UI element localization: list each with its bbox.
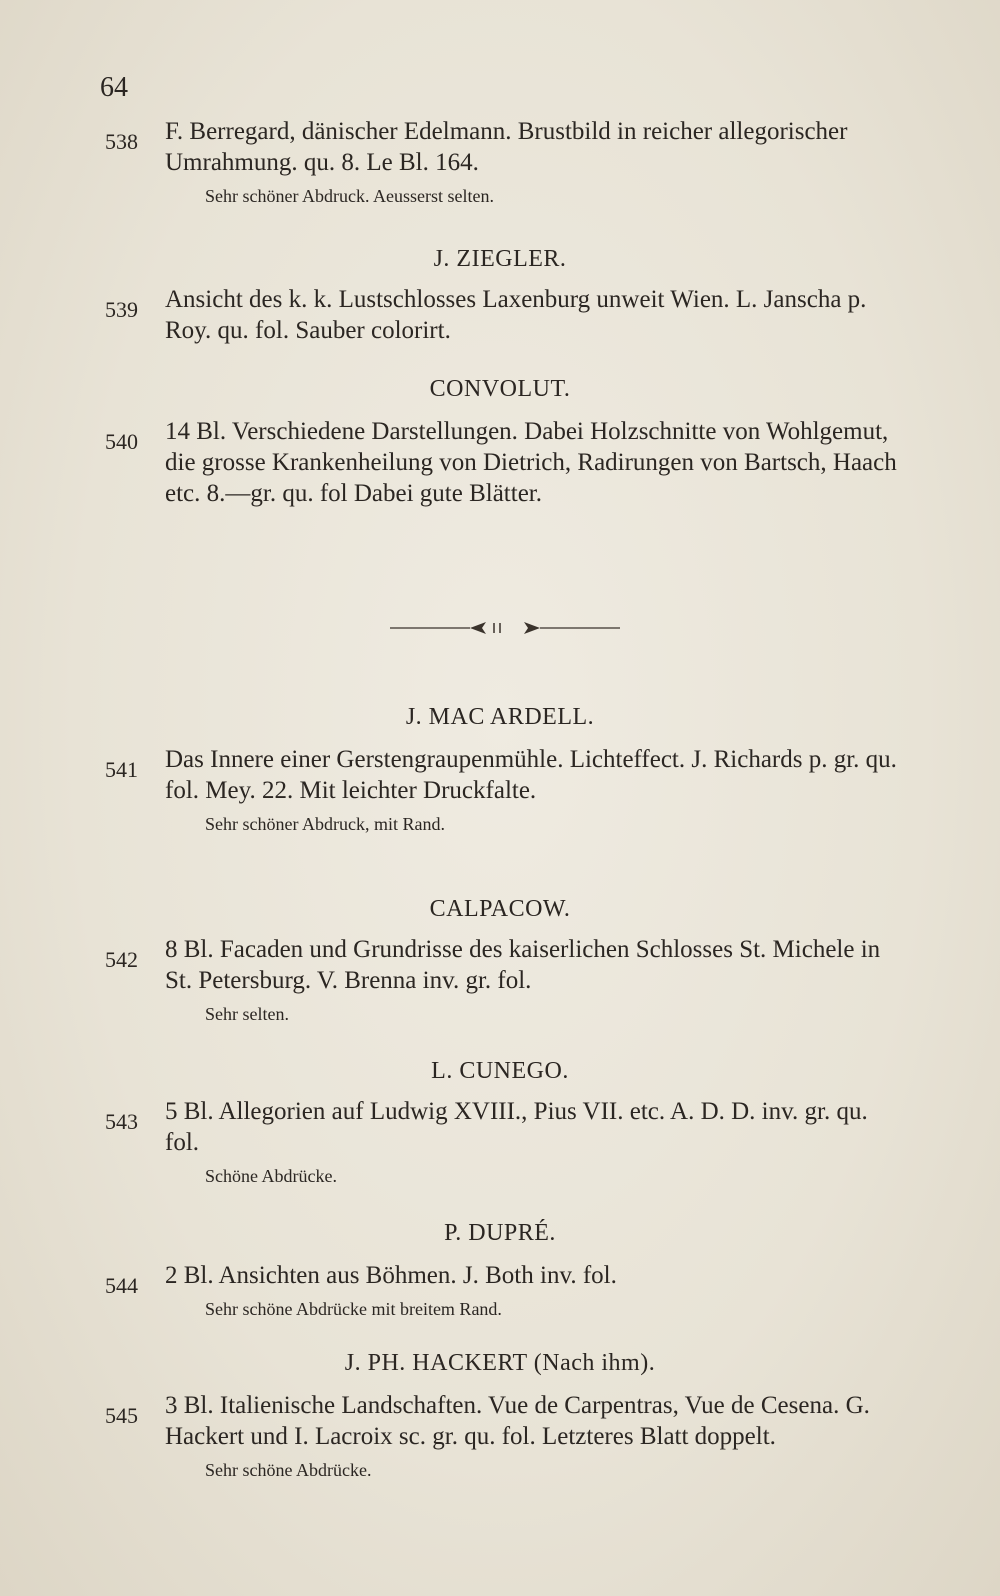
section-heading-dupre: P. DUPRÉ. xyxy=(444,1220,556,1246)
section-heading-ziegler: J. ZIEGLER. xyxy=(433,246,567,272)
section-heading-hackert: J. PH. HACKERT (Nach ihm). xyxy=(344,1350,656,1376)
section-heading-convolut: CONVOLUT. xyxy=(429,376,571,402)
entry-number: 539 xyxy=(105,297,138,322)
entry-number: 540 xyxy=(105,429,138,454)
entry-note: Sehr schöne Abdrücke mit breitem Rand. xyxy=(205,1299,502,1319)
entry-number: 544 xyxy=(105,1273,138,1298)
entry-number: 542 xyxy=(105,947,138,972)
entry-text: 8 Bl. Facaden und Grundrisse des kaiserlichen Schlosses St. Michele in St. Petersburg. V. Brenna inv. gr. fol. xyxy=(165,936,881,994)
catalog-entry-539 xyxy=(105,284,905,346)
entry-number: 543 xyxy=(105,1109,138,1134)
section-heading-calpacow: CALPACOW. xyxy=(429,896,571,922)
entry-note: Sehr schöner Abdruck. Aeusserst selten. xyxy=(205,186,494,206)
ornamental-divider xyxy=(390,618,620,638)
catalog-entry-541 xyxy=(105,744,905,836)
entry-number: 541 xyxy=(105,757,138,782)
entry-text: Das Innere einer Gerstengraupenmühle. Lichteffect. J. Richards p. gr. qu. fol. Mey. 22. Mit leichter Druckfalte. xyxy=(165,746,897,804)
catalog-entry-545 xyxy=(105,1390,905,1482)
page-number: 64 xyxy=(100,72,128,103)
catalog-entry-544 xyxy=(105,1260,905,1321)
entry-text: Ansicht des k. k. Lustschlosses Laxenburg unweit Wien. L. Janscha p. Roy. qu. fol. Sauber colorirt. xyxy=(165,286,867,344)
entry-number: 545 xyxy=(105,1403,138,1428)
catalog-entry-543 xyxy=(105,1096,905,1188)
catalog-entry-542 xyxy=(105,934,905,1026)
entry-note: Schöne Abdrücke. xyxy=(205,1166,337,1186)
entry-note: Sehr schöner Abdruck, mit Rand. xyxy=(205,814,445,834)
entry-note: Sehr selten. xyxy=(205,1004,289,1024)
entry-text: 3 Bl. Italienische Landschaften. Vue de Carpentras, Vue de Cesena. G. Hackert und I. Lacroix sc. gr. qu. fol. Letzteres Blatt doppelt. xyxy=(165,1392,870,1450)
entry-text: 2 Bl. Ansichten aus Böhmen. J. Both inv. fol. xyxy=(165,1262,617,1289)
entry-text: F. Berregard, dänischer Edelmann. Brustbild in reicher allegorischer Umrahmung. qu. 8. Le Bl. 164. xyxy=(165,118,848,176)
catalog-entry-540 xyxy=(105,416,905,509)
entry-number: 538 xyxy=(105,129,138,154)
entry-text: 14 Bl. Verschiedene Darstellungen. Dabei Holzschnitte von Wohlgemut, die grosse Krankenheilung von Dietrich, Radirungen von Bartsch, Haach etc. 8.—gr. qu. fol Dabei gute Blätter. xyxy=(165,418,897,507)
entry-note: Sehr schöne Abdrücke. xyxy=(205,1460,372,1480)
catalog-entry-538 xyxy=(105,116,905,208)
section-heading-mac-ardell: J. MAC ARDELL. xyxy=(405,704,595,730)
section-heading-cunego: L. CUNEGO. xyxy=(431,1058,569,1084)
entry-text: 5 Bl. Allegorien auf Ludwig XVIII., Pius VII. etc. A. D. D. inv. gr. qu. fol. xyxy=(165,1098,868,1156)
